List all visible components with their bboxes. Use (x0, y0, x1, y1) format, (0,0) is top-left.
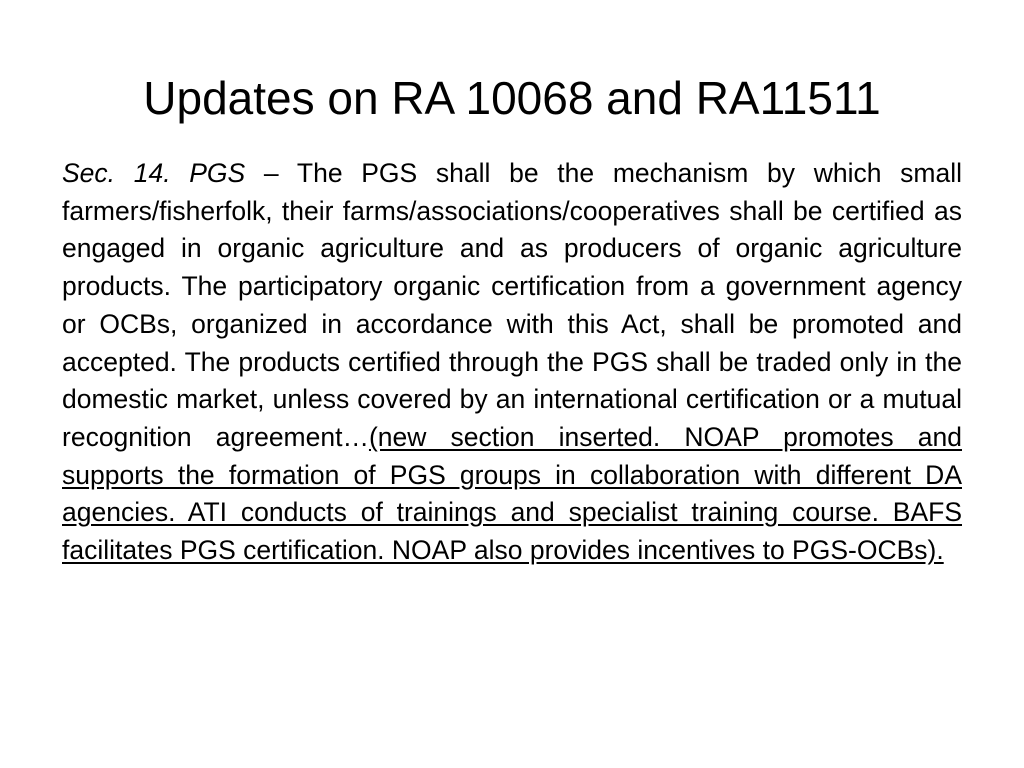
section-reference: Sec. 14. PGS (62, 158, 246, 188)
slide-body-paragraph (62, 155, 962, 570)
section-dash: – (245, 158, 297, 188)
update-note: (new section inserted. NOAP promotes and supports the formation of PGS groups in collaboration with different DA agencies. ATI conducts of trainings and specialist training course. BAFS facilitates PGS certification. NOAP also provides incentives to PGS-OCBs). (62, 421, 962, 566)
section-main-text: The PGS shall be the mechanism by which small farmers/fisherfolk, their farms/associations/cooperatives shall be certified as engaged in organic agriculture and as producers of organic agriculture products. The participatory organic certification from a government agency or OCBs, organized in accordance with this Act, shall be promoted and accepted. The products certified through the PGS shall be traded only in the domestic market, unless covered by an international certification or a mutual recognition agreement… (62, 158, 962, 452)
slide-title: Updates on RA 10068 and RA11511 (143, 72, 881, 124)
